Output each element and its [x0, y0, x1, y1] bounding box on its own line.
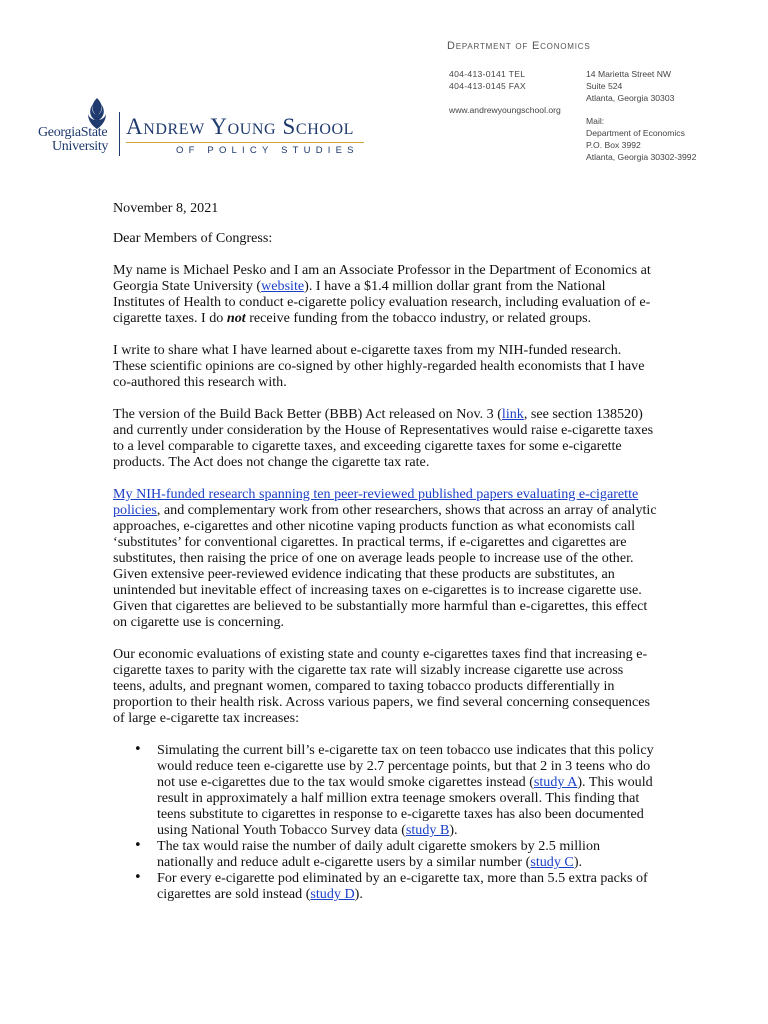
address-suite: Suite 524 — [586, 80, 623, 91]
gsu-line-2: University — [52, 139, 109, 154]
school-subtitle: OF POLICY STUDIES — [176, 145, 359, 156]
university-logo — [38, 96, 368, 160]
phone-tel: 404-413-0141 TEL — [449, 69, 526, 79]
contact-phone-block — [449, 69, 561, 116]
study-c-link[interactable]: study C — [530, 854, 574, 870]
logo-divider — [119, 112, 120, 156]
letter-date: November 8, 2021 — [113, 200, 219, 216]
mail-po-box: P.O. Box 3992 — [586, 139, 641, 150]
list-item: • The tax would raise the number of daily adult cigarette smokers by 2.5 million nationally and reduce adult e-cigarette users by a similar number (study C). — [113, 838, 657, 870]
paragraph-bbb-act: The version of the Build Back Better (BBB) Act released on Nov. 3 (link, see section 138520) and currently under consideration by the House of Representatives would raise e-cigarette taxes to a level comparable to cigarette taxes, and exceeding cigarette taxes for some e-cigarette products. The Act does not change the cigarette tax rate. — [113, 406, 654, 470]
salutation: Dear Members of Congress: — [113, 230, 273, 246]
website-hyperlink[interactable]: website — [261, 278, 305, 294]
contact-address-block — [586, 69, 696, 164]
phone-fax: 404-413-0145 FAX — [449, 80, 526, 91]
list-item: • Simulating the current bill’s e-cigarette tax on teen tobacco use indicates that this policy would reduce teen e-cigarette use by 2.7 percentage points, but that 2 in 3 teens who do not use e-cigarettes due to the tax would smoke cigarettes instead (study A). This would result in approximately a half million extra teenage smokers overall. This finding that teens substitute to cigarettes in response to e-cigarette taxes has also been documented using National Youth Tobacco Survey data (study B). — [113, 742, 657, 838]
school-name: Andrew Young School — [126, 114, 355, 139]
website-link[interactable]: www.andrewyoungschool.org — [449, 104, 561, 115]
mail-label: Mail: — [586, 116, 605, 127]
emphasis-not: not — [226, 310, 246, 326]
address-city: Atlanta, Georgia 30303 — [586, 92, 675, 103]
bbb-act-link[interactable]: link — [501, 406, 524, 422]
school-rule — [126, 142, 364, 143]
mail-department: Department of Economics — [586, 128, 685, 139]
study-a-link[interactable]: study A — [533, 774, 578, 790]
gsu-line-1: GeorgiaState — [38, 125, 108, 140]
address-street: 14 Marietta Street NW — [586, 69, 672, 79]
list-item: • For every e-cigarette pod eliminated by an e-cigarette tax, more than 5.5 extra packs of cigarettes are sold instead (study D). — [113, 870, 657, 902]
letter-body — [113, 200, 657, 902]
findings-list — [113, 742, 657, 902]
research-papers-link[interactable]: My NIH-funded research spanning ten peer-reviewed published papers evaluating e-cigarette policies — [113, 486, 639, 518]
study-b-link[interactable]: study B — [405, 822, 450, 838]
study-d-link[interactable]: study D — [310, 886, 355, 902]
gsu-wordmark — [38, 126, 108, 154]
paragraph-evaluations: Our economic evaluations of existing state and county e-cigarettes taxes find that increasing e-cigarette taxes to parity with the cigarette tax rate will sizably increase cigarette use across teens, adults, and pregnant women, compared to taxing tobacco products differentially in proportion to their health risk. Across various papers, we find several concerning consequences of large e-cigarette tax increases: — [113, 646, 650, 726]
paragraph-intro: My name is Michael Pesko and I am an Associate Professor in the Department of Economics at Georgia State University (website). I have a $1.4 million dollar grant from the National Institutes of Health to conduct e-cigarette policy evaluation research, including evaluation of e-cigarette taxes. I do not receive funding from the tobacco industry, or related groups. — [113, 262, 651, 326]
department-heading: Department of Economics — [447, 40, 591, 52]
mail-city: Atlanta, Georgia 30302-3992 — [586, 151, 697, 162]
paragraph-purpose: I write to share what I have learned about e-cigarette taxes from my NIH-funded research. These scientific opinions are co-signed by other highly-regarded health economists that I have co-authored this research with. — [113, 342, 645, 390]
paragraph-research: My NIH-funded research spanning ten peer-reviewed published papers evaluating e-cigarette policies, and complementary work from other researchers, shows that across an array of analytic approaches, e-cigarettes and other nicotine vaping products function as what economists call ‘substitutes’ for conventional cigarettes. In practical terms, if e-cigarettes and cigarettes are substitutes, then raising the price of one on average leads people to increase use of the other. Given extensive peer-reviewed evidence indicating that these products are substitutes, an unintended but inevitable effect of increasing taxes on e-cigarettes is to increase cigarette use. Given that cigarettes are believed to be substantially more harmful than e-cigarettes, this effect on cigarette use is concerning. — [113, 486, 657, 630]
